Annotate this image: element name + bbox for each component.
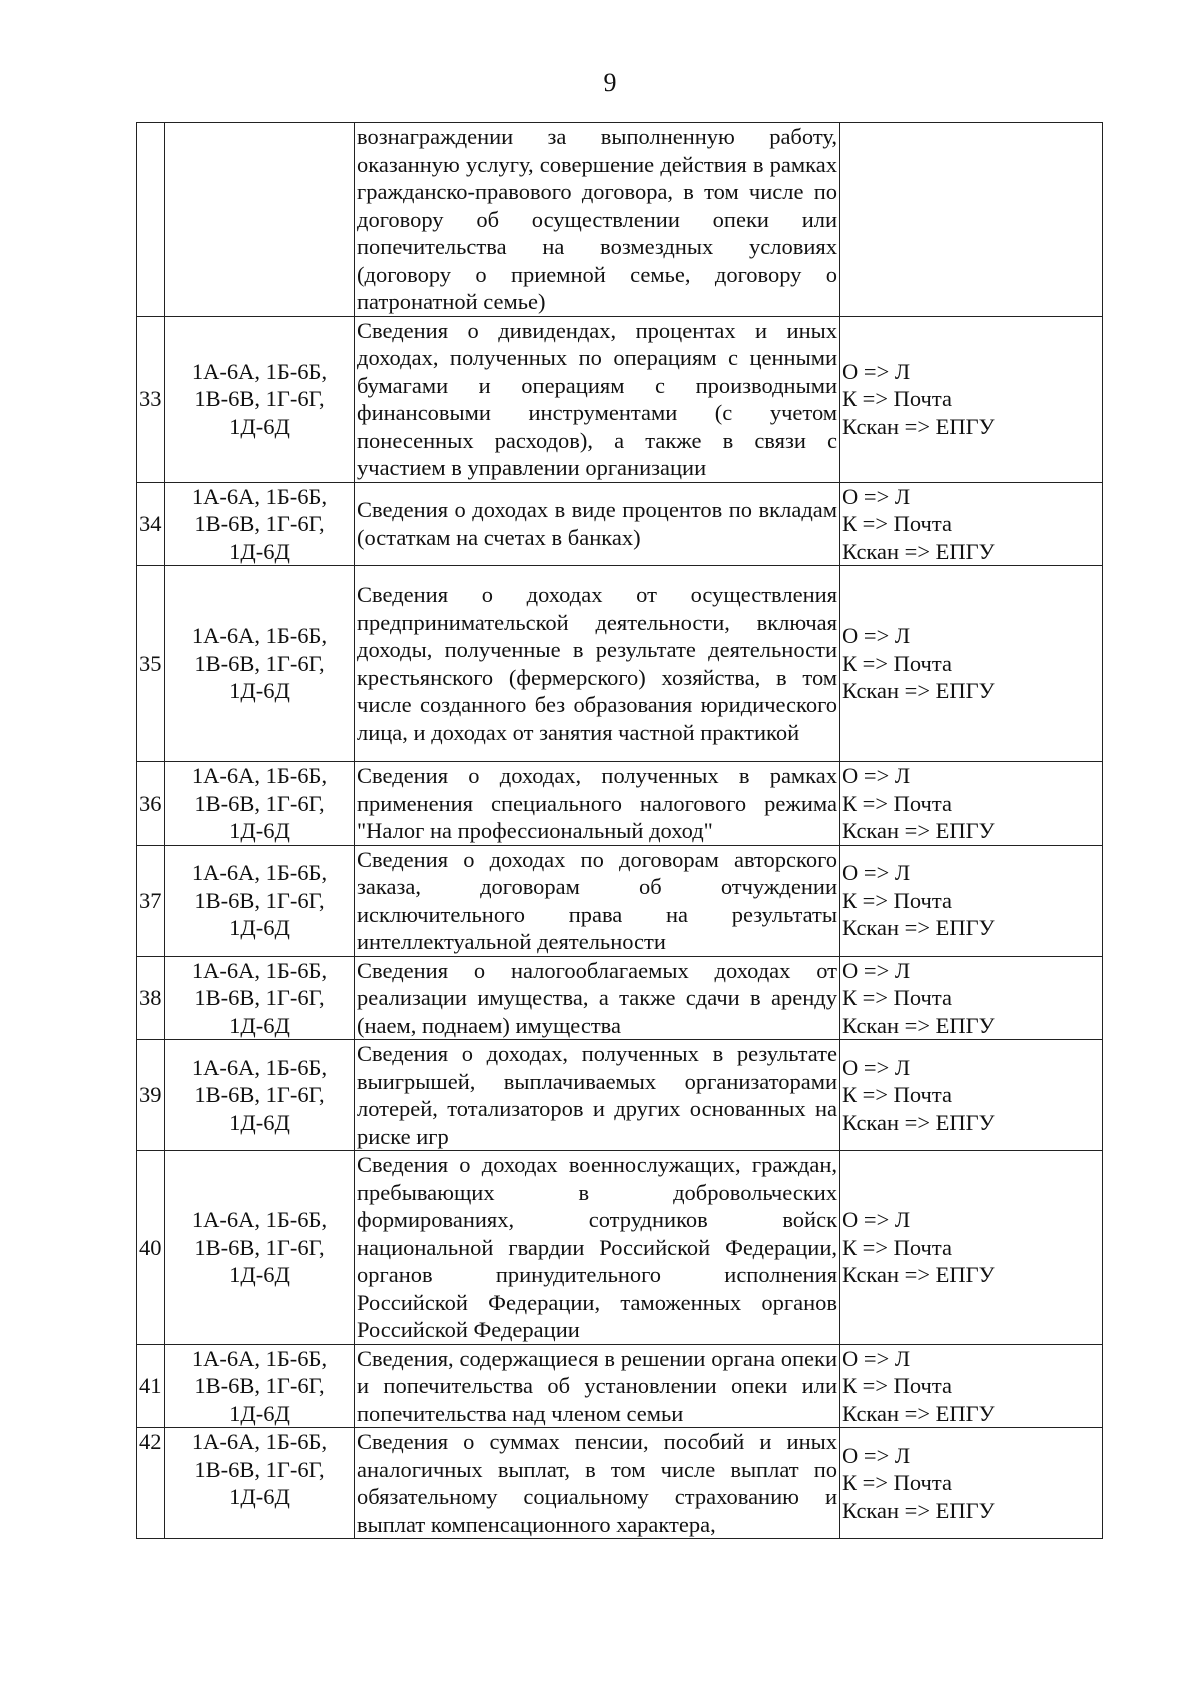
category-line: 1А-6А, 1Б-6Б, (191, 358, 328, 384)
applicant-categories (165, 1428, 355, 1539)
category-line: 1Д-6Д (229, 818, 290, 843)
row-number: 33 (137, 316, 165, 482)
row-number: 42 (137, 1428, 165, 1539)
submission-method: К => Почта (842, 650, 952, 676)
table-row (137, 482, 1103, 566)
services-table (136, 122, 1103, 1539)
submission-method: О => Л (842, 623, 911, 649)
document-description: Сведения о доходах, полученных в рамках применения специального налогового режима "Налог на профессиональный доход" (355, 762, 840, 846)
category-line: 1А-6А, 1Б-6Б, (191, 860, 328, 886)
applicant-categories (165, 566, 355, 762)
submission-method: К => Почта (842, 887, 952, 913)
category-line: 1В-6В, 1Г-6Г, (194, 1082, 325, 1108)
submission-methods (840, 956, 1103, 1040)
submission-method: К => Почта (842, 386, 952, 412)
document-description: Сведения о доходах военнослужащих, граждан, пребывающих в добровольческих формированиях, сотрудников войск национальной гвардии Российской Федерации, органов принудительного исполнения Российской Федерации, таможенных органов Российской Федерации (355, 1151, 840, 1345)
category-line: 1В-6В, 1Г-6Г, (194, 985, 325, 1010)
submission-methods (840, 123, 1103, 317)
applicant-categories (165, 123, 355, 317)
document-description: Сведения о дивидендах, процентах и иных доходах, полученных по операциям с ценными бумагами и операциям с производными финансовыми инструментами (с учетом понесенных расходов), а также в связи с участием в управлении организации (355, 316, 840, 482)
submission-method: О => Л (842, 957, 911, 983)
category-line: 1В-6В, 1Г-6Г, (194, 1234, 325, 1260)
submission-method: К => Почта (842, 985, 952, 1010)
category-line: 1В-6В, 1Г-6Г, (194, 887, 325, 913)
category-line: 1В-6В, 1Г-6Г, (194, 386, 325, 412)
category-line: 1Д-6Д (229, 1012, 290, 1038)
applicant-categories (165, 1344, 355, 1428)
submission-methods (840, 316, 1103, 482)
category-line: 1А-6А, 1Б-6Б, (191, 483, 328, 509)
submission-method: К => Почта (842, 1082, 952, 1108)
category-line: 1А-6А, 1Б-6Б, (191, 1207, 328, 1232)
category-line: 1Д-6Д (229, 1262, 290, 1287)
category-line: 1В-6В, 1Г-6Г, (194, 650, 325, 676)
category-line: 1В-6В, 1Г-6Г, (194, 1456, 325, 1482)
applicant-categories (165, 762, 355, 846)
category-line: 1В-6В, 1Г-6Г, (194, 511, 325, 536)
category-line: 1А-6А, 1Б-6Б, (191, 763, 328, 788)
category-line: 1Д-6Д (229, 1109, 290, 1135)
table-row (137, 1428, 1103, 1539)
category-line: 1В-6В, 1Г-6Г, (194, 790, 325, 816)
table-row (137, 956, 1103, 1040)
submission-method: О => Л (842, 1207, 911, 1232)
submission-method: Кскан => ЕПГУ (842, 915, 995, 941)
submission-methods (840, 762, 1103, 846)
row-number: 35 (137, 566, 165, 762)
row-number: 41 (137, 1344, 165, 1428)
submission-method: О => Л (842, 358, 911, 384)
submission-method: О => Л (842, 763, 911, 788)
category-line: 1Д-6Д (229, 678, 290, 704)
applicant-categories (165, 316, 355, 482)
applicant-categories (165, 956, 355, 1040)
document-description: Сведения, содержащиеся в решении органа опеки и попечительства об установлении опеки или попечительства над членом семьи (355, 1344, 840, 1428)
row-number: 38 (137, 956, 165, 1040)
category-line: 1Д-6Д (229, 1400, 290, 1426)
submission-methods (840, 845, 1103, 956)
category-line: 1Д-6Д (229, 915, 290, 941)
category-line: 1А-6А, 1Б-6Б, (191, 957, 328, 983)
submission-method: К => Почта (842, 1470, 952, 1496)
submission-method: О => Л (842, 1345, 911, 1371)
table-row (137, 1040, 1103, 1151)
page-number: 9 (603, 68, 617, 97)
category-line: 1А-6А, 1Б-6Б, (191, 623, 328, 649)
submission-method: Кскан => ЕПГУ (842, 818, 995, 843)
submission-method: Кскан => ЕПГУ (842, 678, 995, 704)
submission-method: О => Л (842, 860, 911, 886)
row-number (137, 123, 165, 317)
row-number: 34 (137, 482, 165, 566)
applicant-categories (165, 482, 355, 566)
row-number: 39 (137, 1040, 165, 1151)
submission-method: О => Л (842, 1054, 911, 1080)
submission-method: О => Л (842, 483, 911, 509)
submission-method: Кскан => ЕПГУ (842, 1012, 995, 1038)
document-description: Сведения о доходах от осуществления предпринимательской деятельности, включая доходы, полученные в результате деятельности крестьянского (фермерского) хозяйства, в том числе созданного без образования юридического лица, и доходах от занятия частной практикой (355, 566, 840, 762)
submission-methods (840, 1040, 1103, 1151)
submission-method: Кскан => ЕПГУ (842, 1262, 995, 1287)
submission-method: Кскан => ЕПГУ (842, 413, 995, 439)
category-line: 1А-6А, 1Б-6Б, (191, 1429, 328, 1454)
table-row (137, 316, 1103, 482)
row-number: 36 (137, 762, 165, 846)
document-description: Сведения о доходах, полученных в результате выигрышей, выплачиваемых организаторами лотерей, тотализаторов и других основанных на риске игр (355, 1040, 840, 1151)
document-description: Сведения о доходах по договорам авторского заказа, договорам об отчуждении исключительного права на результаты интеллектуальной деятельности (355, 845, 840, 956)
table-body (137, 123, 1103, 1539)
submission-methods (840, 1344, 1103, 1428)
submission-methods (840, 482, 1103, 566)
category-line: 1Д-6Д (229, 1484, 290, 1509)
table-row (137, 845, 1103, 956)
applicant-categories (165, 1040, 355, 1151)
document-description: Сведения о налогооблагаемых доходах от реализации имущества, а также сдачи в аренду (наем, поднаем) имущества (355, 956, 840, 1040)
submission-methods (840, 1151, 1103, 1345)
document-description: вознаграждении за выполненную работу, оказанную услугу, совершение действия в рамках гражданско-правового договора, в том числе по договору об осуществлении опеки или попечительства на возмездных условиях (договору о приемной семье, договору о патронатной семье) (355, 123, 840, 317)
submission-method: Кскан => ЕПГУ (842, 1497, 995, 1523)
table-row (137, 123, 1103, 317)
submission-method: Кскан => ЕПГУ (842, 1400, 995, 1426)
submission-method: К => Почта (842, 1234, 952, 1260)
row-number: 37 (137, 845, 165, 956)
table-row (137, 762, 1103, 846)
submission-method: Кскан => ЕПГУ (842, 538, 995, 564)
category-line: 1В-6В, 1Г-6Г, (194, 1373, 325, 1398)
table-row (137, 1151, 1103, 1345)
table-row (137, 566, 1103, 762)
submission-method: К => Почта (842, 511, 952, 536)
applicant-categories (165, 1151, 355, 1345)
category-line: 1А-6А, 1Б-6Б, (191, 1054, 328, 1080)
category-line: 1Д-6Д (229, 538, 290, 564)
row-number: 40 (137, 1151, 165, 1345)
submission-method: Кскан => ЕПГУ (842, 1109, 995, 1135)
document-description: Сведения о суммах пенсии, пособий и иных аналогичных выплат, в том числе выплат по обязательному социальному страхованию и выплат компенсационного характера, (355, 1428, 840, 1539)
document-description: Сведения о доходах в виде процентов по вкладам (остаткам на счетах в банках) (355, 482, 840, 566)
submission-methods (840, 1428, 1103, 1539)
table-row (137, 1344, 1103, 1428)
category-line: 1Д-6Д (229, 413, 290, 439)
submission-method: К => Почта (842, 1373, 952, 1398)
submission-method: К => Почта (842, 790, 952, 816)
submission-methods (840, 566, 1103, 762)
applicant-categories (165, 845, 355, 956)
category-line: 1А-6А, 1Б-6Б, (191, 1345, 328, 1371)
submission-method: О => Л (842, 1442, 911, 1468)
